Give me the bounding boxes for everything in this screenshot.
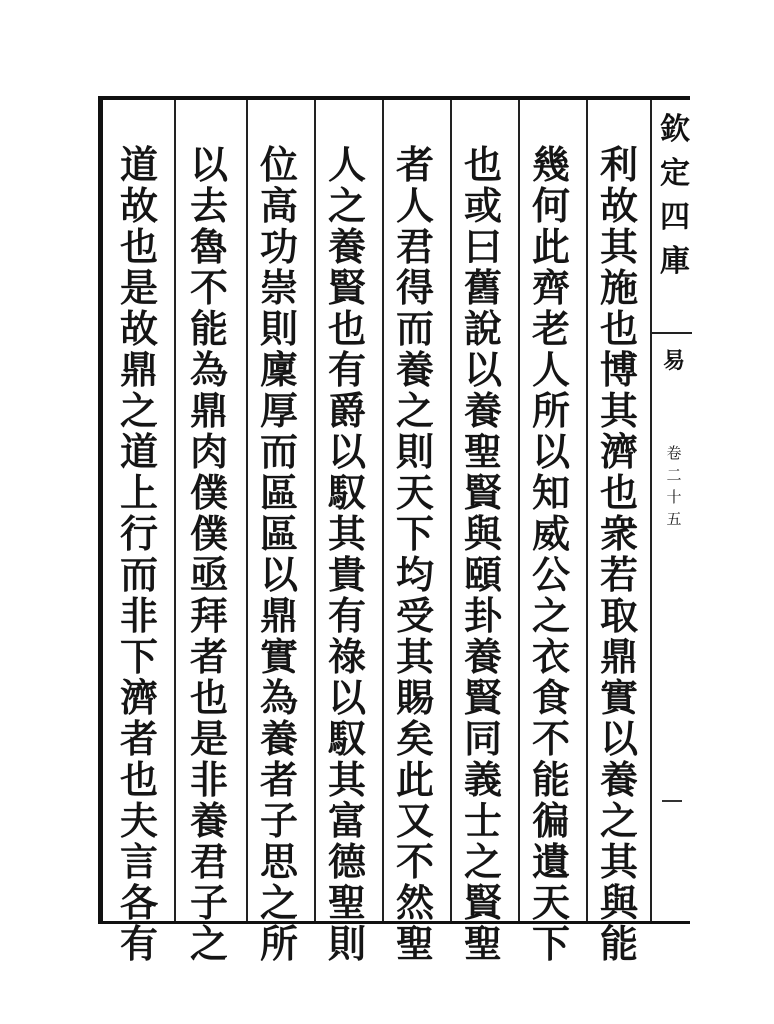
text-character: 賢	[463, 880, 502, 925]
text-character: 幾	[531, 142, 570, 187]
text-character: 矣	[395, 716, 434, 761]
text-character: 能	[189, 306, 228, 351]
text-character: 賜	[395, 675, 434, 720]
text-character: 功	[259, 224, 298, 269]
text-character: 爵	[327, 388, 366, 433]
text-character: 富	[327, 798, 366, 843]
text-character: 說	[463, 306, 502, 351]
text-character: 亟	[189, 552, 228, 597]
text-character: 齊	[531, 265, 570, 310]
text-character: 也	[599, 306, 638, 351]
text-character: 為	[259, 675, 298, 720]
text-character: 區	[259, 511, 298, 556]
column-rule	[174, 100, 176, 921]
title-character: 定	[660, 156, 690, 191]
text-character: 之	[189, 921, 228, 966]
text-character: 實	[259, 634, 298, 679]
text-character: 養	[599, 757, 638, 802]
volume-character: 十	[666, 488, 682, 506]
text-character: 也	[327, 306, 366, 351]
text-character: 頤	[463, 552, 502, 597]
text-character: 鼎	[599, 634, 638, 679]
text-character: 以	[327, 429, 366, 474]
text-character: 者	[189, 634, 228, 679]
text-character: 士	[463, 798, 502, 843]
text-character: 養	[259, 716, 298, 761]
text-character: 聖	[463, 921, 502, 966]
text-character: 其	[395, 634, 434, 679]
text-character: 聖	[327, 880, 366, 925]
text-character: 者	[119, 716, 158, 761]
text-character: 其	[599, 224, 638, 269]
text-character: 能	[531, 757, 570, 802]
text-character: 廩	[259, 347, 298, 392]
volume-character: 二	[666, 466, 682, 484]
text-character: 博	[599, 347, 638, 392]
text-column	[520, 144, 582, 964]
text-character: 此	[395, 757, 434, 802]
text-character: 舊	[463, 265, 502, 310]
text-character: 以	[259, 552, 298, 597]
text-character: 去	[189, 183, 228, 228]
text-character: 若	[599, 552, 638, 597]
volume-character: 卷	[666, 444, 682, 462]
text-column	[452, 144, 514, 964]
title-character: 欽	[660, 112, 690, 147]
text-character: 厚	[259, 388, 298, 433]
text-character: 以	[463, 347, 502, 392]
text-character: 故	[119, 306, 158, 351]
text-character: 徧	[531, 798, 570, 843]
text-character: 以	[327, 675, 366, 720]
text-character: 施	[599, 265, 638, 310]
text-character: 而	[395, 306, 434, 351]
text-character: 養	[189, 798, 228, 843]
text-character: 鼎	[189, 388, 228, 433]
text-column	[178, 144, 240, 964]
text-character: 故	[119, 183, 158, 228]
text-character: 實	[599, 675, 638, 720]
text-character: 受	[395, 593, 434, 638]
text-character: 與	[463, 511, 502, 556]
text-character: 也	[599, 470, 638, 515]
text-character: 有	[119, 921, 158, 966]
text-character: 為	[189, 347, 228, 392]
text-column	[316, 144, 378, 964]
margin-strip	[650, 100, 692, 921]
text-character: 衣	[531, 634, 570, 679]
text-character: 者	[259, 757, 298, 802]
text-character: 以	[189, 142, 228, 187]
text-character: 鼎	[259, 593, 298, 638]
text-character: 馭	[327, 716, 366, 761]
text-character: 有	[327, 347, 366, 392]
text-character: 不	[531, 716, 570, 761]
text-character: 利	[599, 142, 638, 187]
text-character: 道	[119, 142, 158, 187]
text-character: 遺	[531, 839, 570, 884]
text-character: 拜	[189, 593, 228, 638]
text-character: 是	[189, 716, 228, 761]
text-character: 賢	[463, 675, 502, 720]
text-character: 養	[463, 634, 502, 679]
text-character: 魯	[189, 224, 228, 269]
text-character: 則	[259, 306, 298, 351]
text-character: 天	[395, 470, 434, 515]
text-character: 取	[599, 593, 638, 638]
text-character: 濟	[599, 429, 638, 474]
text-character: 言	[119, 839, 158, 884]
text-character: 道	[119, 429, 158, 474]
text-character: 故	[599, 183, 638, 228]
text-character: 位	[259, 142, 298, 187]
text-character: 不	[395, 839, 434, 884]
text-character: 人	[395, 183, 434, 228]
text-character: 僕	[189, 470, 228, 515]
text-character: 均	[395, 552, 434, 597]
text-character: 得	[395, 265, 434, 310]
text-character: 然	[395, 880, 434, 925]
title-character: 庫	[660, 244, 690, 279]
text-character: 與	[599, 880, 638, 925]
title-divider	[652, 332, 692, 334]
text-character: 非	[119, 593, 158, 638]
text-character: 公	[531, 552, 570, 597]
text-character: 養	[327, 224, 366, 269]
text-character: 則	[395, 429, 434, 474]
text-character: 濟	[119, 675, 158, 720]
text-character: 聖	[463, 429, 502, 474]
text-character: 馭	[327, 470, 366, 515]
text-character: 上	[119, 470, 158, 515]
text-character: 下	[531, 921, 570, 966]
text-character: 貴	[327, 552, 366, 597]
text-character: 老	[531, 306, 570, 351]
text-character: 所	[259, 921, 298, 966]
text-character: 之	[327, 183, 366, 228]
text-character: 此	[531, 224, 570, 269]
text-character: 或	[463, 183, 502, 228]
text-character: 之	[463, 839, 502, 884]
text-character: 祿	[327, 634, 366, 679]
text-character: 威	[531, 511, 570, 556]
text-character: 也	[119, 224, 158, 269]
text-column	[384, 144, 446, 964]
text-character: 知	[531, 470, 570, 515]
volume-number	[666, 442, 682, 530]
text-character: 卦	[463, 593, 502, 638]
title-character: 四	[660, 200, 690, 235]
text-character: 各	[119, 880, 158, 925]
text-character: 子	[259, 798, 298, 843]
text-character: 養	[463, 388, 502, 433]
text-character: 以	[599, 716, 638, 761]
volume-character: 五	[666, 510, 682, 528]
text-character: 聖	[395, 921, 434, 966]
text-character: 下	[395, 511, 434, 556]
text-character: 君	[189, 839, 228, 884]
text-character: 同	[463, 716, 502, 761]
text-character: 人	[531, 347, 570, 392]
text-character: 以	[531, 429, 570, 474]
text-character: 衆	[599, 511, 638, 556]
text-character: 則	[327, 921, 366, 966]
text-character: 非	[189, 757, 228, 802]
text-character: 曰	[463, 224, 502, 269]
text-character: 也	[189, 675, 228, 720]
text-character: 義	[463, 757, 502, 802]
text-character: 天	[531, 880, 570, 925]
text-character: 所	[531, 388, 570, 433]
text-character: 之	[599, 798, 638, 843]
book-page	[98, 96, 690, 966]
text-character: 思	[259, 839, 298, 884]
text-character: 崇	[259, 265, 298, 310]
text-character: 德	[327, 839, 366, 884]
text-character: 之	[259, 880, 298, 925]
text-column	[248, 144, 310, 964]
text-character: 區	[259, 470, 298, 515]
text-character: 能	[599, 921, 638, 966]
text-character: 者	[395, 142, 434, 187]
text-character: 其	[327, 757, 366, 802]
text-character: 食	[531, 675, 570, 720]
text-character: 行	[119, 511, 158, 556]
text-character: 下	[119, 634, 158, 679]
text-character: 之	[531, 593, 570, 638]
text-character: 高	[259, 183, 298, 228]
text-character: 君	[395, 224, 434, 269]
text-character: 鼎	[119, 347, 158, 392]
text-character: 子	[189, 880, 228, 925]
text-character: 養	[395, 347, 434, 392]
text-character: 人	[327, 142, 366, 187]
text-character: 肉	[189, 429, 228, 474]
text-character: 其	[599, 839, 638, 884]
text-column	[588, 144, 650, 964]
text-character: 夫	[119, 798, 158, 843]
text-character: 賢	[327, 265, 366, 310]
text-character: 其	[599, 388, 638, 433]
text-character: 何	[531, 183, 570, 228]
text-character: 而	[259, 429, 298, 474]
page-mark	[662, 800, 682, 802]
text-character: 是	[119, 265, 158, 310]
text-character: 其	[327, 511, 366, 556]
text-column	[108, 144, 170, 964]
text-character: 也	[119, 757, 158, 802]
collection-title	[660, 108, 690, 284]
text-character: 又	[395, 798, 434, 843]
text-character: 而	[119, 552, 158, 597]
text-character: 之	[395, 388, 434, 433]
text-character: 也	[463, 142, 502, 187]
text-character: 不	[189, 265, 228, 310]
section-label: 易	[662, 348, 685, 374]
text-character: 僕	[189, 511, 228, 556]
text-character: 之	[119, 388, 158, 433]
text-character: 有	[327, 593, 366, 638]
text-character: 賢	[463, 470, 502, 515]
